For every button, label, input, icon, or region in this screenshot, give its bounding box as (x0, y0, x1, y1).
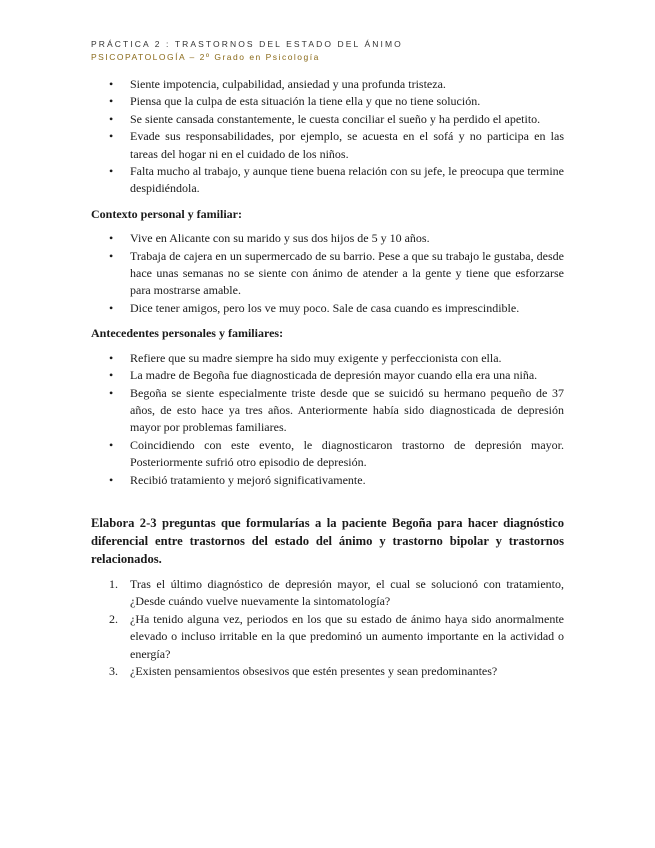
list-item: • La madre de Begoña fue diagnosticada de depresión mayor cuando ella era una niña. (91, 367, 564, 384)
symptom-list (91, 76, 564, 198)
question-item (91, 663, 564, 680)
question-text: ¿Existen pensamientos obsesivos que estén presentes y sean predominantes? (130, 663, 498, 678)
document-body (91, 76, 564, 680)
question-number: 3. (109, 663, 118, 678)
question-list (91, 576, 564, 680)
context-heading: Contexto personal y familiar: (91, 206, 242, 221)
list-item: • Evade sus responsabilidades, por ejemplo, se acuesta en el sofá y no participa en las tareas del hogar ni en el cuidado de los niños. (91, 128, 564, 163)
list-item: • Begoña se siente especialmente triste desde que se suicidó su hermano pequeño de 37 años, de esto hace ya tres años. Anteriormente había sido diagnosticada de depresión mayor por problemas familiares. (91, 385, 564, 437)
question-number: 1. (109, 576, 118, 591)
question-text: ¿Ha tenido alguna vez, periodos en los que su estado de ánimo haya sido anormalmente elevado o incluso irritable en la que predominó un aumento importante en la actividad o energía? (130, 611, 564, 661)
task-prompt: Elabora 2-3 preguntas que formularías a la paciente Begoña para hacer diagnóstico diferencial entre trastornos del estado del ánimo y trastorno bipolar y trastornos relacionados. (91, 515, 564, 566)
list-item: • Trabaja de cajera en un supermercado de su barrio. Pese a que su trabajo le gustaba, desde hace unas semanas no se siente con ánimo de atender a la gente y tiene que esforzarse para mostrarse amable. (91, 248, 564, 300)
question-item (91, 576, 564, 611)
question-text: Tras el último diagnóstico de depresión mayor, el cual se solucionó con tratamiento, ¿Desde cuándo vuelve nuevamente la sintomatología? (130, 576, 564, 609)
list-item: • Refiere que su madre siempre ha sido muy exigente y perfeccionista con ella. (91, 350, 564, 367)
list-item: • Recibió tratamiento y mejoró significativamente. (91, 472, 564, 489)
list-item: • Se siente cansada constantemente, le cuesta conciliar el sueño y ha perdido el apetito. (91, 111, 564, 128)
list-item: • Falta mucho al trabajo, y aunque tiene buena relación con su jefe, le preocupa que termine despidiéndola. (91, 163, 564, 198)
header-subtitle: PSICOPATOLOGÍA – 2º Grado en Psicología (91, 52, 320, 62)
list-item: • Siente impotencia, culpabilidad, ansiedad y una profunda tristeza. (91, 76, 564, 93)
page-header (91, 38, 403, 63)
list-item: • Coincidiendo con este evento, le diagnosticaron trastorno de depresión mayor. Posteriormente sufrió otro episodio de depresión. (91, 437, 564, 472)
history-list (91, 350, 564, 489)
list-item: • Vive en Alicante con su marido y sus dos hijos de 5 y 10 años. (91, 230, 564, 247)
list-item: • Dice tener amigos, pero los ve muy poco. Sale de casa cuando es imprescindible. (91, 300, 564, 317)
history-heading: Antecedentes personales y familiares: (91, 326, 284, 341)
question-item (91, 611, 564, 663)
list-item: • Piensa que la culpa de esta situación la tiene ella y que no tiene solución. (91, 93, 564, 110)
question-number: 2. (109, 611, 118, 626)
context-list (91, 230, 564, 317)
header-title: PRÁCTICA 2 : TRASTORNOS DEL ESTADO DEL ÁNIMO (91, 39, 403, 49)
